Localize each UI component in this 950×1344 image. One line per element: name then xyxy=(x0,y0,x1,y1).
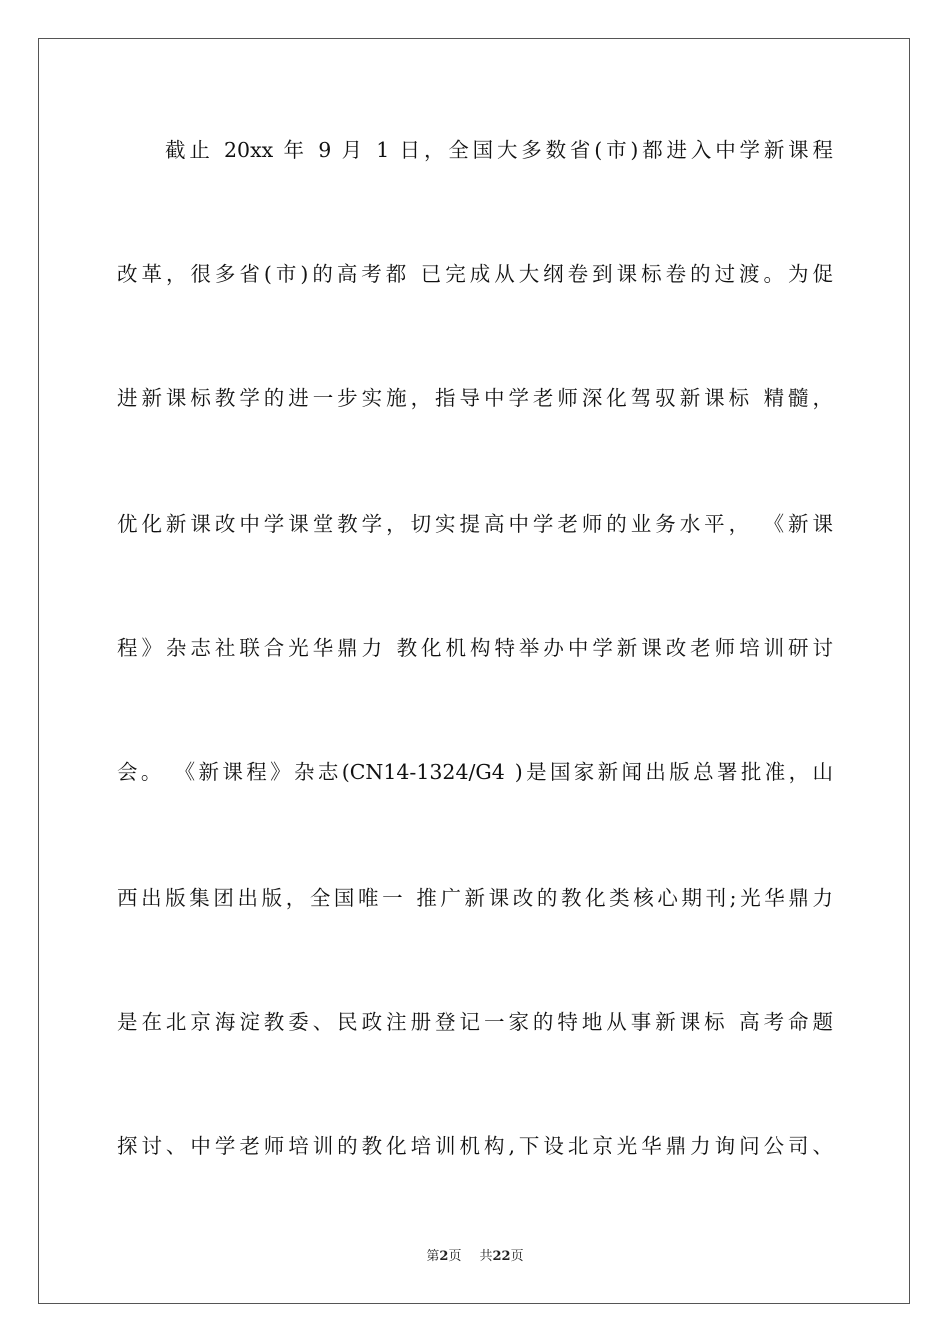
page-footer xyxy=(0,1248,950,1266)
total-suffix: 页 xyxy=(510,1249,524,1264)
text-line-9: 探讨、中学老师培训的教化培训机构,下设北京光华鼎力询问公司、 xyxy=(117,1134,833,1158)
text-line-1: 截止 20xx 年 9 月 1 日，全国大多数省(市)都进入中学新课程 xyxy=(165,138,833,162)
page-border xyxy=(38,38,910,1304)
text-line-2: 改革，很多省(市)的高考都 已完成从大纲卷到课标卷的过渡。为促 xyxy=(117,262,833,286)
text-line-4: 优化新课改中学课堂教学，切实提高中学老师的业务水平， 《新课 xyxy=(117,512,833,536)
text-line-6: 会。 《新课程》杂志(CN14-1324/G4 )是国家新闻出版总署批准，山 xyxy=(117,760,833,784)
total-prefix: 共 xyxy=(479,1249,493,1264)
total-page-number: 22 xyxy=(492,1249,511,1264)
current-page-number: 2 xyxy=(439,1249,449,1264)
page-suffix: 页 xyxy=(448,1249,462,1264)
text-line-7: 西出版集团出版，全国唯一 推广新课改的教化类核心期刊;光华鼎力 xyxy=(117,886,833,910)
text-line-3: 进新课标教学的进一步实施，指导中学老师深化驾驭新课标 精髓， xyxy=(117,386,833,410)
text-line-5: 程》杂志社联合光华鼎力 教化机构特举办中学新课改老师培训研讨 xyxy=(117,636,833,660)
text-line-8: 是在北京海淀教委、民政注册登记一家的特地从事新课标 高考命题 xyxy=(117,1010,833,1034)
page-prefix: 第 xyxy=(426,1249,440,1264)
